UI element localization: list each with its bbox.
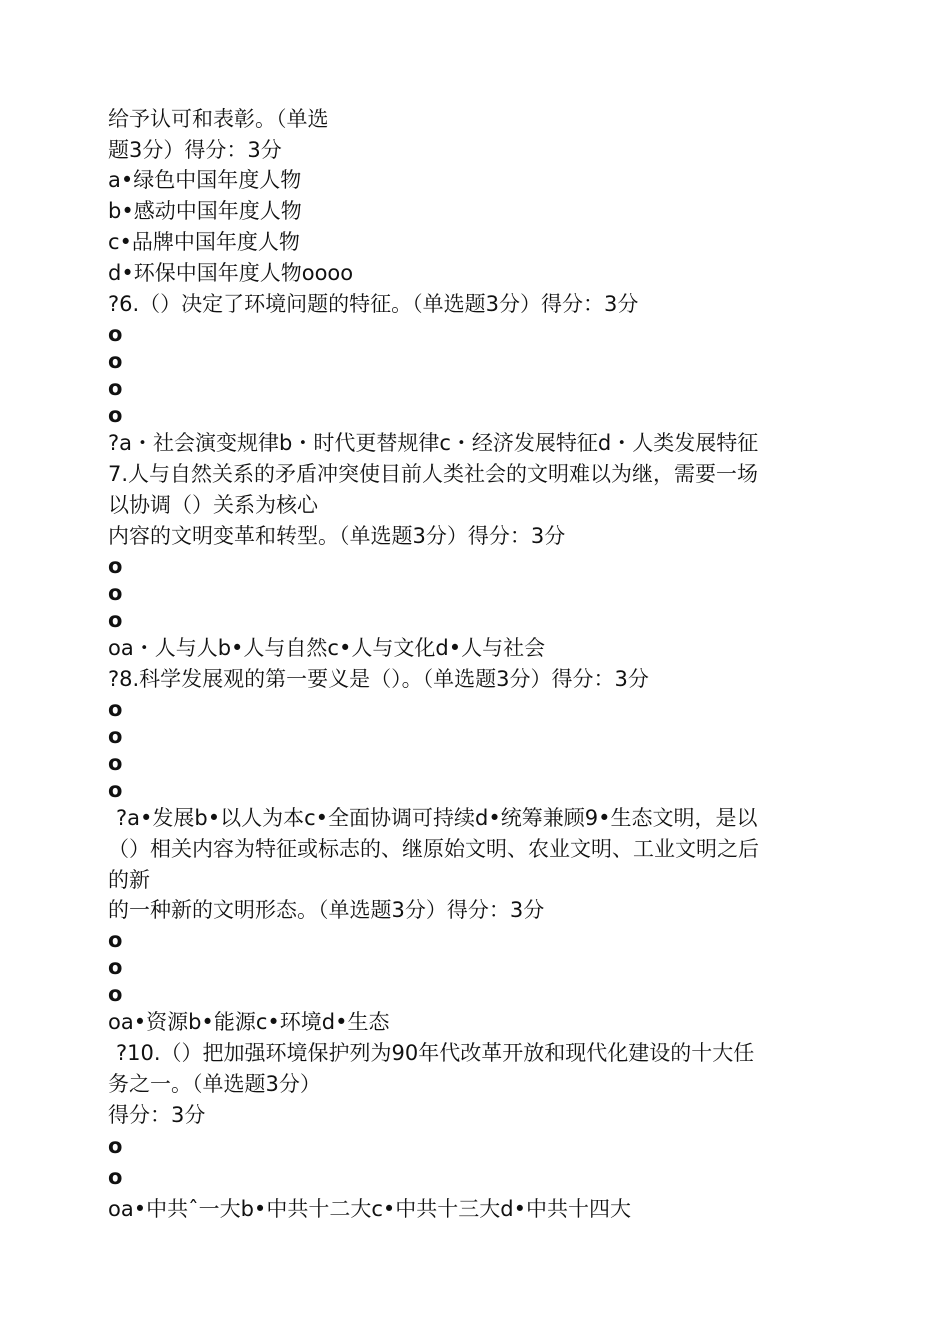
radio-marker: o	[108, 608, 123, 632]
text-line: 以协调（）关系为核心	[108, 493, 318, 517]
text-line: 的一种新的文明形态。（单选题3分）得分：3分	[108, 898, 545, 922]
radio-marker: o	[108, 955, 123, 979]
question-line: ?6.（）决定了环境问题的特征。（单选题3分）得分：3分	[108, 292, 639, 316]
radio-marker: o	[108, 751, 123, 775]
question-line: 7.人与自然关系的矛盾冲突使目前人类社会的文明难以为继，需要一场	[108, 462, 759, 486]
text-line: 务之一。（单选题3分）	[108, 1072, 321, 1096]
radio-marker: o	[108, 403, 123, 427]
text-line: 得分：3分	[108, 1103, 206, 1127]
question-line: ?10.（）把加强环境保护列为90年代改革开放和现代化建设的十大任	[116, 1041, 755, 1065]
radio-marker: o	[108, 349, 123, 373]
question-line: ?8.科学发展观的第一要义是（）。（单选题3分）得分：3分	[108, 667, 649, 691]
radio-marker: o	[108, 581, 123, 605]
option-line: oa•资源b•能源c•环境d•生态	[108, 1010, 390, 1034]
radio-marker: o	[108, 376, 123, 400]
text-line: 题3分）得分：3分	[108, 138, 282, 162]
text-line: 的新	[108, 868, 150, 892]
option-line: c•品牌中国年度人物	[108, 230, 300, 254]
radio-marker: o	[108, 724, 123, 748]
option-line: oa・人与人b•人与自然c•人与文化d•人与社会	[108, 636, 546, 660]
radio-marker: o	[108, 778, 123, 802]
text-line: 内容的文明变革和转型。（单选题3分）得分：3分	[108, 524, 566, 548]
radio-marker: o	[108, 554, 123, 578]
text-line: （）相关内容为特征或标志的、继原始文明、农业文明、工业文明之后	[108, 837, 759, 861]
option-line: d•环保中国年度人物oooo	[108, 261, 354, 285]
option-line: ?a・社会演变规律b・时代更替规律c・经济发展特征d・人类发展特征	[108, 431, 759, 455]
radio-marker: o	[108, 982, 123, 1006]
option-line: b•感动中国年度人物	[108, 199, 302, 223]
radio-marker: o	[108, 322, 123, 346]
option-line: oa•中共ˆ一大b•中共十二大c•中共十三大d•中共十四大	[108, 1197, 631, 1221]
radio-marker: o	[108, 697, 123, 721]
option-line: ?a•发展b•以人为本c•全面协调可持续d•统筹兼顾9•生态文明，是以	[116, 806, 758, 830]
radio-marker: o	[108, 928, 123, 952]
text-line: 给予认可和表彰。（单选	[108, 107, 329, 131]
radio-marker: o	[108, 1165, 123, 1189]
radio-marker: o	[108, 1134, 123, 1158]
option-line: a•绿色中国年度人物	[108, 168, 302, 192]
